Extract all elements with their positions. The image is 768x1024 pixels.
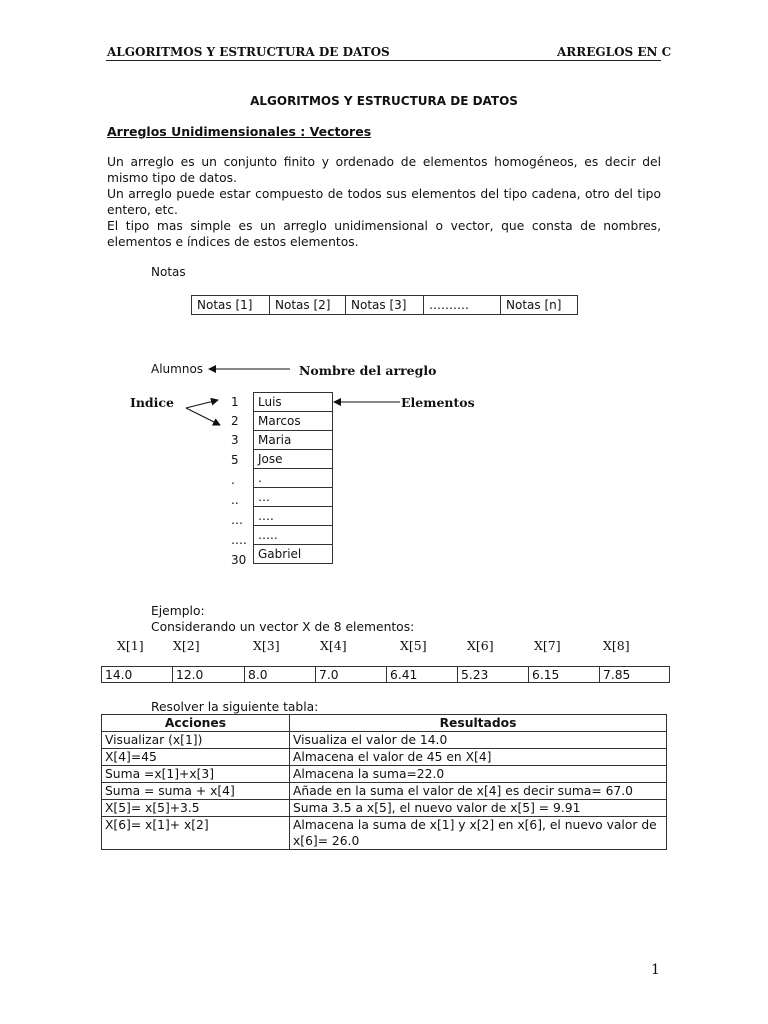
page-number: 1	[651, 962, 660, 978]
index-value: 1	[231, 395, 239, 409]
accion-cell: X[4]=45	[102, 749, 290, 766]
vector-value: 6.15	[529, 667, 600, 683]
vector-header: X[5]	[400, 638, 427, 653]
column-header-resultados: Resultados	[290, 715, 667, 732]
index-value: ..	[231, 493, 239, 507]
vector-header: X[6]	[467, 638, 494, 653]
vector-value: 14.0	[102, 667, 173, 683]
paragraph: El tipo mas simple es un arreglo unidimensional o vector, que consta de nombres, elementos e índices de estos elementos.	[107, 219, 661, 249]
vector-value: 7.0	[316, 667, 387, 683]
vector-header: X[7]	[534, 638, 561, 653]
acciones-resultados-table	[101, 714, 667, 850]
header-right: ARREGLOS EN C	[557, 45, 672, 59]
section-subtitle: Arreglos Unidimensionales : Vectores	[107, 124, 372, 139]
ejemplo-line: Ejemplo:	[151, 604, 205, 618]
ejemplo-line: Considerando un vector X de 8 elementos:	[151, 620, 415, 634]
accion-cell: Visualizar (x[1])	[102, 732, 290, 749]
notas-cell: ……….	[424, 296, 501, 315]
alumnos-array-table	[253, 392, 333, 564]
nombre-del-arreglo-label: Nombre del arreglo	[299, 363, 437, 378]
table-row	[102, 749, 667, 766]
notas-cell: Notas [2]	[270, 296, 346, 315]
elementos-label: Elementos	[401, 395, 475, 410]
alumnos-label: Alumnos	[151, 362, 204, 376]
notas-cell: Notas [n]	[501, 296, 578, 315]
paragraph: Un arreglo es un conjunto finito y ordenado de elementos homogéneos, es decir del mismo tipo de datos.	[107, 155, 661, 185]
index-value: 5	[231, 453, 239, 467]
indice-arrow-1	[186, 400, 218, 408]
vector-header: X[3]	[253, 638, 280, 653]
accion-cell: X[6]= x[1]+ x[2]	[102, 817, 290, 850]
table-row	[102, 817, 667, 850]
paragraph: Un arreglo puede estar compuesto de todos sus elementos del tipo cadena, otro del tipo entero, etc.	[107, 187, 661, 217]
element-cell: ….	[254, 507, 333, 526]
tabla-intro: Resolver la siguiente tabla:	[151, 700, 319, 714]
notas-label: Notas	[151, 265, 186, 279]
resultado-cell: Visualiza el valor de 14.0	[290, 732, 667, 749]
index-value: ….	[231, 533, 247, 547]
element-cell: Luis	[254, 393, 333, 412]
table-row	[102, 783, 667, 800]
header-left: ALGORITMOS Y ESTRUCTURA DE DATOS	[107, 45, 390, 59]
resultado-cell: Almacena la suma=22.0	[290, 766, 667, 783]
column-header-acciones: Acciones	[102, 715, 290, 732]
accion-cell: Suma = suma + x[4]	[102, 783, 290, 800]
table-row	[102, 732, 667, 749]
accion-cell: X[5]= x[5]+3.5	[102, 800, 290, 817]
index-value: 30	[231, 553, 247, 567]
vector-value: 7.85	[600, 667, 670, 683]
index-value: …	[231, 513, 243, 527]
vector-value: 12.0	[173, 667, 245, 683]
accion-cell: Suma =x[1]+x[3]	[102, 766, 290, 783]
resultado-cell: Almacena el valor de 45 en X[4]	[290, 749, 667, 766]
resultado-cell: Suma 3.5 a x[5], el nuevo valor de x[5] = 9.91	[290, 800, 667, 817]
element-cell: .	[254, 469, 333, 488]
table-row	[102, 800, 667, 817]
page-title: ALGORITMOS Y ESTRUCTURA DE DATOS	[250, 94, 518, 108]
notas-cell: Notas [3]	[346, 296, 424, 315]
vector-header: X[8]	[603, 638, 630, 653]
table-row	[102, 766, 667, 783]
element-cell: Gabriel	[254, 545, 333, 564]
vector-header: X[4]	[320, 638, 347, 653]
vector-value: 8.0	[245, 667, 316, 683]
index-value: .	[231, 473, 235, 487]
notas-cell: Notas [1]	[192, 296, 270, 315]
element-cell: Jose	[254, 450, 333, 469]
element-cell: Marcos	[254, 412, 333, 431]
element-cell: …	[254, 488, 333, 507]
element-cell: Maria	[254, 431, 333, 450]
vector-value: 5.23	[458, 667, 529, 683]
index-value: 3	[231, 433, 239, 447]
resultado-cell: Almacena la suma de x[1] y x[2] en x[6], el nuevo valor de x[6]= 26.0	[290, 817, 667, 850]
vector-header: X[1]	[117, 638, 144, 653]
element-cell: …..	[254, 526, 333, 545]
vector-header: X[2]	[173, 638, 200, 653]
indice-arrow-2	[186, 408, 220, 425]
vector-values-table	[101, 666, 670, 683]
index-value: 2	[231, 414, 239, 428]
vector-value: 6.41	[387, 667, 458, 683]
resultado-cell: Añade en la suma el valor de x[4] es decir suma= 67.0	[290, 783, 667, 800]
indice-label: Indice	[130, 395, 174, 410]
